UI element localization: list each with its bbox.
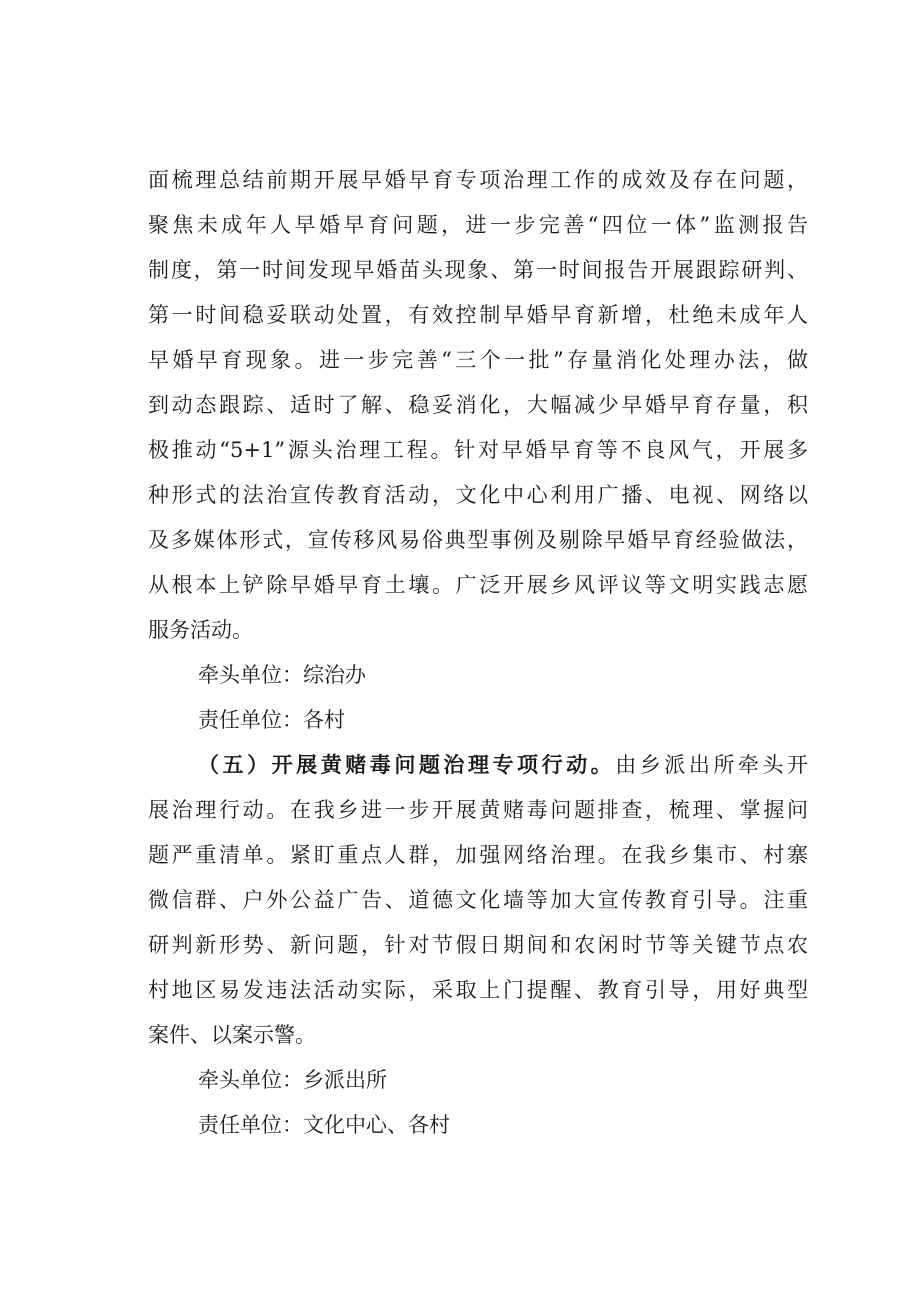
paragraph-line: 展治理行动。在我乡进一步开展黄赌毒问题排查，梳理、掌握问 <box>148 798 808 822</box>
paragraph-line: 微信群、户外公益广告、道德文化墙等加大宣传教育引导。注重 <box>148 888 808 912</box>
paragraph-line: 制度，第一时间发现早婚苗头现象、第一时间报告开展跟踪研判、 <box>148 258 808 282</box>
paragraph-line: 及多媒体形式，宣传移风易俗典型事例及剔除早婚早育经验做法， <box>148 528 808 552</box>
paragraph-line: 早婚早育现象。进一步完善“三个一批”存量消化处理办法，做 <box>148 348 808 372</box>
section-first-line-rest: 由乡派出所牵头开 <box>615 753 808 777</box>
paragraph-line: 研判新形势、新问题，针对节假日期间和农闲时节等关键节点农 <box>148 933 808 957</box>
lead-unit: 牵头单位：综治办 <box>198 663 366 687</box>
paragraph-line: 种形式的法治宣传教育活动，文化中心利用广播、电视、网络以 <box>148 483 808 507</box>
paragraph-line: 村地区易发违法活动实际，采取上门提醒、教育引导，用好典型 <box>148 978 808 1002</box>
paragraph-line: 案件、以案示警。 <box>148 1023 316 1047</box>
paragraph-line: 第一时间稳妥联动处置，有效控制早婚早育新增，杜绝未成年人 <box>148 303 808 327</box>
paragraph-line: 面梳理总结前期开展早婚早育专项治理工作的成效及存在问题， <box>148 168 808 192</box>
paragraph-line: 从根本上铲除早婚早育土壤。广泛开展乡风评议等文明实践志愿 <box>148 573 808 597</box>
section-first-line <box>198 745 808 785</box>
section-heading: （五）开展黄赌毒问题治理专项行动。 <box>198 752 616 777</box>
paragraph-line: 题严重清单。紧盯重点人群，加强网络治理。在我乡集市、村寨 <box>148 843 808 867</box>
responsible-unit: 责任单位：文化中心、各村 <box>198 1113 450 1137</box>
paragraph-line: 极推动“5+1”源头治理工程。针对早婚早育等不良风气，开展多 <box>148 438 808 462</box>
lead-unit: 牵头单位：乡派出所 <box>198 1068 387 1092</box>
paragraph-line: 聚焦未成年人早婚早育问题，进一步完善“四位一体”监测报告 <box>148 213 808 237</box>
paragraph-line: 到动态跟踪、适时了解、稳妥消化，大幅减少早婚早育存量，积 <box>148 393 808 417</box>
paragraph-line: 服务活动。 <box>148 618 253 642</box>
responsible-unit: 责任单位：各村 <box>198 708 345 732</box>
